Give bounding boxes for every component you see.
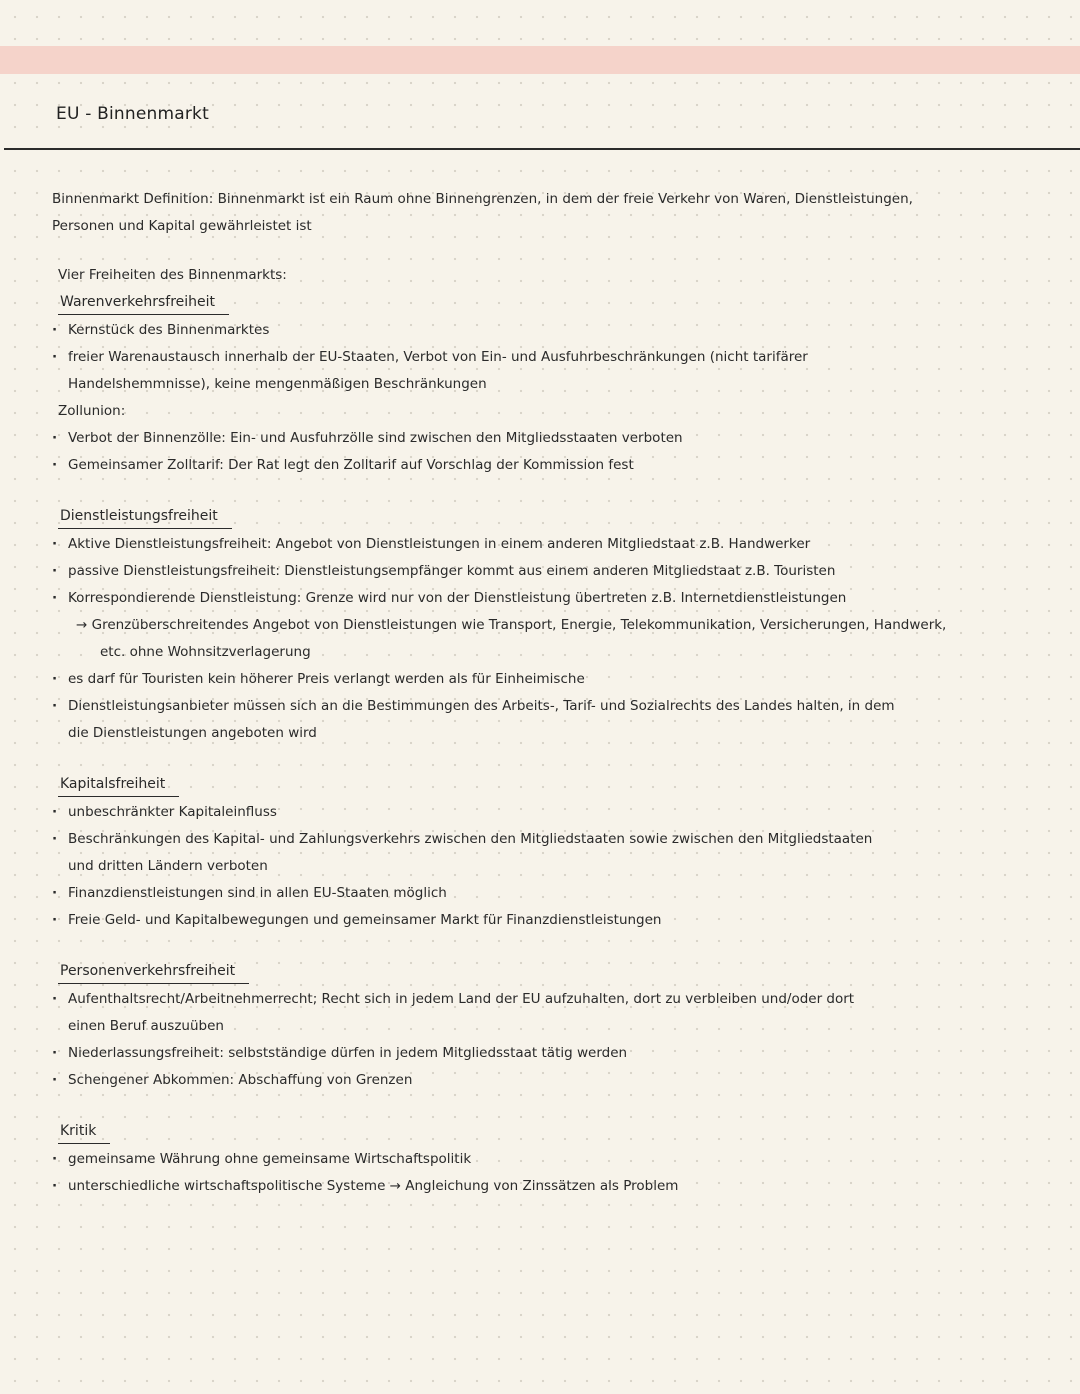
definition-line: Binnenmarkt Definition: Binnenmarkt ist ein Raum ohne Binnengrenzen, in dem der freie Verkehr von Waren, Dienstleistungen, [52,191,913,207]
list-item: · es darf für Touristen kein höherer Preis verlangt werden als für Einheimische [52,666,1062,693]
list-item: · Beschränkungen des Kapital- und Zahlungsverkehrs zwischen den Mitgliedstaaten sowie zwischen den Mitgliedstaaten [52,826,1062,853]
personen-list [52,986,1062,1013]
list-item: · Kernstück des Binnenmarktes [52,317,1062,344]
heading-kapitalsfreiheit: Kapitalsfreiheit [58,772,179,797]
list-item-continuation: einen Beruf auszuüben [68,1018,224,1034]
list-item: · passive Dienstleistungsfreiheit: Dienstleistungsempfänger kommt aus einem anderen Mitgliedstaat z.B. Touristen [52,558,1062,585]
kritik-list [52,1146,1062,1200]
freedoms-intro: Vier Freiheiten des Binnenmarkts: [58,267,287,283]
list-item: · Dienstleistungsanbieter müssen sich an die Bestimmungen des Arbeits-, Tarif- und Sozialrechts des Landes halten, in dem [52,693,1062,720]
list-item: · Finanzdienstleistungen sind in allen EU-Staaten möglich [52,880,1062,907]
arrow-note: → Grenzüberschreitendes Angebot von Dienstleistungen wie Transport, Energie, Telekommunikation, Versicherungen, Handwerk, [76,617,947,633]
waren-list [52,317,1062,371]
list-item: · Verbot der Binnenzölle: Ein- und Ausfuhrzölle sind zwischen den Mitgliedsstaaten verboten [52,425,1062,452]
list-item: · Schengener Abkommen: Abschaffung von Grenzen [52,1067,1062,1094]
zollunion-list [52,425,1062,479]
heading-dienstleistungsfreiheit: Dienstleistungsfreiheit [58,504,232,529]
list-item: · gemeinsame Währung ohne gemeinsame Wirtschaftspolitik [52,1146,1062,1173]
kapital-list-2 [52,880,1062,934]
list-item: · unbeschränkter Kapitaleinfluss [52,799,1062,826]
list-item: · Niederlassungsfreiheit: selbstständige dürfen in jedem Mitgliedsstaat tätig werden [52,1040,1062,1067]
notes-body [52,186,1062,1200]
kapital-list [52,799,1062,853]
heading-kritik: Kritik [58,1119,110,1144]
dienst-list [52,531,1062,612]
list-item: · unterschiedliche wirtschaftspolitische Systeme → Angleichung von Zinssätzen als Problem [52,1173,1062,1200]
heading-warenverkehrsfreiheit: Warenverkehrsfreiheit [58,290,229,315]
arrow-note-continuation: etc. ohne Wohnsitzverlagerung [100,644,311,660]
list-item-continuation: die Dienstleistungen angeboten wird [68,725,317,741]
list-item: · freier Warenaustausch innerhalb der EU-Staaten, Verbot von Ein- und Ausfuhrbeschränkungen (nicht tarifärer [52,344,1062,371]
definition-line: Personen und Kapital gewährleistet ist [52,218,312,234]
zollunion-label: Zollunion: [58,403,126,419]
title-divider [4,148,1080,150]
dienst-list-2 [52,666,1062,720]
list-item: · Freie Geld- und Kapitalbewegungen und gemeinsamer Markt für Finanzdienstleistungen [52,907,1062,934]
list-item: · Gemeinsamer Zolltarif: Der Rat legt den Zolltarif auf Vorschlag der Kommission fest [52,452,1062,479]
list-item: · Aufenthaltsrecht/Arbeitnehmerrecht; Recht sich in jedem Land der EU aufzuhalten, dort zu verbleiben und/oder dort [52,986,1062,1013]
page-title: EU - Binnenmarkt [56,104,209,124]
heading-personenverkehrsfreiheit: Personenverkehrsfreiheit [58,959,249,984]
list-item: · Korrespondierende Dienstleistung: Grenze wird nur von der Dienstleistung übertreten z.B. Internetdienstleistungen [52,585,1062,612]
list-item: · Aktive Dienstleistungsfreiheit: Angebot von Dienstleistungen in einem anderen Mitgliedstaat z.B. Handwerker [52,531,1062,558]
personen-list-2 [52,1040,1062,1094]
top-color-band [0,46,1080,74]
list-item-continuation: und dritten Ländern verboten [68,858,268,874]
list-item-continuation: Handelshemmnisse), keine mengenmäßigen Beschränkungen [68,376,487,392]
